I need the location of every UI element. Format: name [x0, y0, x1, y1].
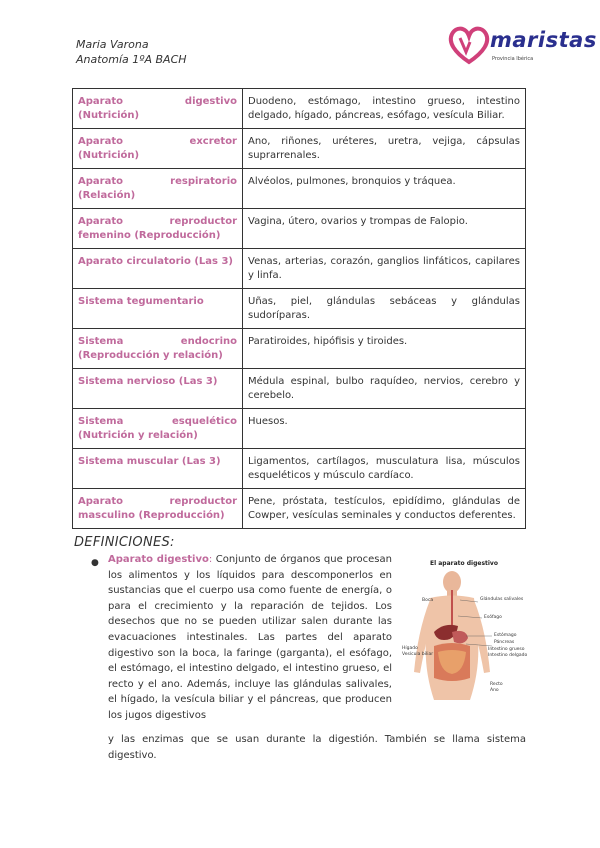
table-row	[73, 449, 526, 489]
definition-separator: :	[208, 554, 213, 565]
system-name-cell: Aparato excretor (Nutrición)	[73, 129, 243, 169]
table-row	[73, 369, 526, 409]
table-row	[73, 89, 526, 129]
table-row	[73, 329, 526, 369]
system-name-cell: Aparato reproductor femenino (Reproducción)	[73, 209, 243, 249]
figure-label-intestino-grueso: Intestino grueso	[488, 647, 525, 652]
definition-paragraph	[108, 552, 392, 724]
system-organs-cell: Médula espinal, bulbo raquídeo, nervios, cerebro y cerebelo.	[243, 369, 526, 409]
figure-label-estomago: Estómago	[494, 633, 517, 638]
system-organs-cell: Alvéolos, pulmones, bronquios y tráquea.	[243, 169, 526, 209]
system-name-cell: Sistema nervioso (Las 3)	[73, 369, 243, 409]
system-name-cell: Aparato digestivo (Nutrición)	[73, 89, 243, 129]
system-name-cell: Sistema endocrino (Reproducción y relación)	[73, 329, 243, 369]
figure-label-intestino-delgado: Intestino delgado	[488, 653, 528, 658]
logo-word: maristas	[490, 28, 597, 52]
table-row	[73, 489, 526, 529]
digestive-system-figure	[400, 560, 528, 702]
system-name-cell: Aparato circulatorio (Las 3)	[73, 249, 243, 289]
system-organs-cell: Ligamentos, cartílagos, musculatura lisa, músculos esqueléticos y músculo cardíaco.	[243, 449, 526, 489]
figure-label-salivales: Glándulas salivales	[480, 597, 524, 602]
figure-label-ano: Ano	[490, 688, 499, 693]
system-name-cell: Aparato reproductor masculino (Reproducción)	[73, 489, 243, 529]
systems-table	[72, 88, 526, 529]
figure-label-higado: Hígado	[402, 646, 418, 651]
table-row	[73, 169, 526, 209]
table-row	[73, 409, 526, 449]
system-organs-cell: Uñas, piel, glándulas sebáceas y glándulas sudoríparas.	[243, 289, 526, 329]
table-row	[73, 249, 526, 289]
logo-tagline: Provincia Ibérica	[492, 56, 534, 62]
figure-label-vesicula: Vesícula biliar	[402, 652, 434, 657]
document-header	[76, 37, 187, 67]
bullet-icon: ●	[91, 558, 99, 568]
table-row	[73, 209, 526, 249]
course-name: Anatomía 1ºA BACH	[76, 53, 187, 66]
figure-title: El aparato digestivo	[430, 560, 498, 567]
body-illustration-icon	[400, 560, 528, 702]
definitions-title: DEFINICIONES:	[74, 535, 175, 550]
figure-label-boca: Boca	[422, 598, 434, 603]
figure-label-recto: Recto	[490, 682, 503, 687]
system-organs-cell: Venas, arterias, corazón, ganglios linfáticos, capilares y linfa.	[243, 249, 526, 289]
author-name: Maria Varona	[76, 38, 149, 51]
figure-label-esofago: Esófago	[484, 615, 502, 620]
system-name-cell: Sistema esquelético (Nutrición y relación)	[73, 409, 243, 449]
system-organs-cell: Duodeno, estómago, intestino grueso, intestino delgado, hígado, páncreas, esófago, vesícula Biliar.	[243, 89, 526, 129]
system-name-cell: Aparato respiratorio (Relación)	[73, 169, 243, 209]
definition-paragraph-continued: y las enzimas que se usan durante la digestión. También se llama sistema digestivo.	[108, 734, 526, 761]
heart-logo-icon	[446, 22, 492, 68]
system-organs-cell: Huesos.	[243, 409, 526, 449]
definition-text-1: Conjunto de órganos que procesan los alimentos y los líquidos para descomponerlos en sustancias que el cuerpo usa como fuente de energía, o para el crecimiento y la reparación de tejidos. Los desechos que no se pueden utilizar salen durante las evacuaciones intestinales. Las partes del aparato digestivo son la boca, la faringe (garganta), el esófago, el estómago, el intestino delgado, el intestino grueso, el recto y el ano. Además, incluye las glándulas salivales, el hígado, la vesícula biliar y el páncreas, que producen los jugos digestivos	[108, 554, 392, 721]
table-row	[73, 129, 526, 169]
system-organs-cell: Ano, riñones, uréteres, uretra, vejiga, cápsulas suprarrenales.	[243, 129, 526, 169]
table-row	[73, 289, 526, 329]
maristas-logo	[446, 22, 597, 74]
system-name-cell: Sistema muscular (Las 3)	[73, 449, 243, 489]
definition-term: Aparato digestivo	[108, 554, 209, 565]
system-organs-cell: Vagina, útero, ovarios y trompas de Falopio.	[243, 209, 526, 249]
figure-label-pancreas: Páncreas	[494, 640, 515, 645]
system-organs-cell: Pene, próstata, testículos, epidídimo, glándulas de Cowper, vesículas seminales y conductos deferentes.	[243, 489, 526, 529]
system-organs-cell: Paratiroides, hipófisis y tiroides.	[243, 329, 526, 369]
system-name-cell: Sistema tegumentario	[73, 289, 243, 329]
